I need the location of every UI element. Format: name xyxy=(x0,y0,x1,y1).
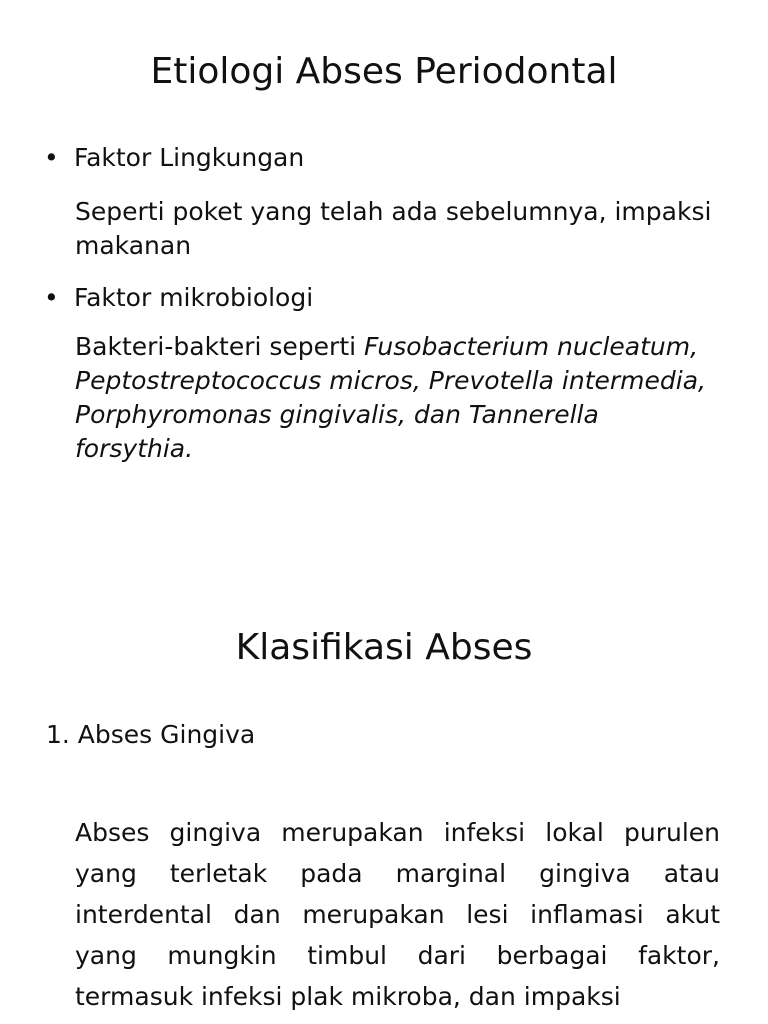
description-paragraph: Abses gingiva merupakan infeksi lokal purulen yang terletak pada marginal gingiva atau interdental dan merupakan lesi inflamasi akut yang mungkin timbul dari berbagai faktor, termasuk infeksi plak mikroba, dan impaksi xyxy=(75,818,720,1011)
numbered-item-abses-gingiva: 1. Abses Gingiva xyxy=(46,720,256,749)
bullet-heading: Faktor Lingkungan xyxy=(74,143,305,172)
bullet-marker: • xyxy=(44,143,59,172)
bullet-faktor-mikrobiologi xyxy=(44,281,313,315)
bullet-marker: • xyxy=(44,283,59,312)
slide-title: Etiologi Abses Periodontal xyxy=(150,51,618,92)
bullet-faktor-lingkungan xyxy=(44,141,304,175)
bullet-description: Seperti poket yang telah ada sebelumnya, impaksi makanan xyxy=(75,197,712,260)
slide-klasifikasi xyxy=(0,560,768,1024)
slide-title: Klasifikasi Abses xyxy=(235,627,533,668)
description-prefix: Bakteri-bakteri seperti xyxy=(75,332,365,361)
bullet-description xyxy=(75,330,715,466)
bullet-heading: Faktor mikrobiologi xyxy=(74,283,314,312)
bacteria-names: Fusobacterium nucleatum, Peptostreptococcus micros, Prevotella intermedia, Porphyromonas gingivalis, dan Tannerella forsythia. xyxy=(75,332,706,463)
